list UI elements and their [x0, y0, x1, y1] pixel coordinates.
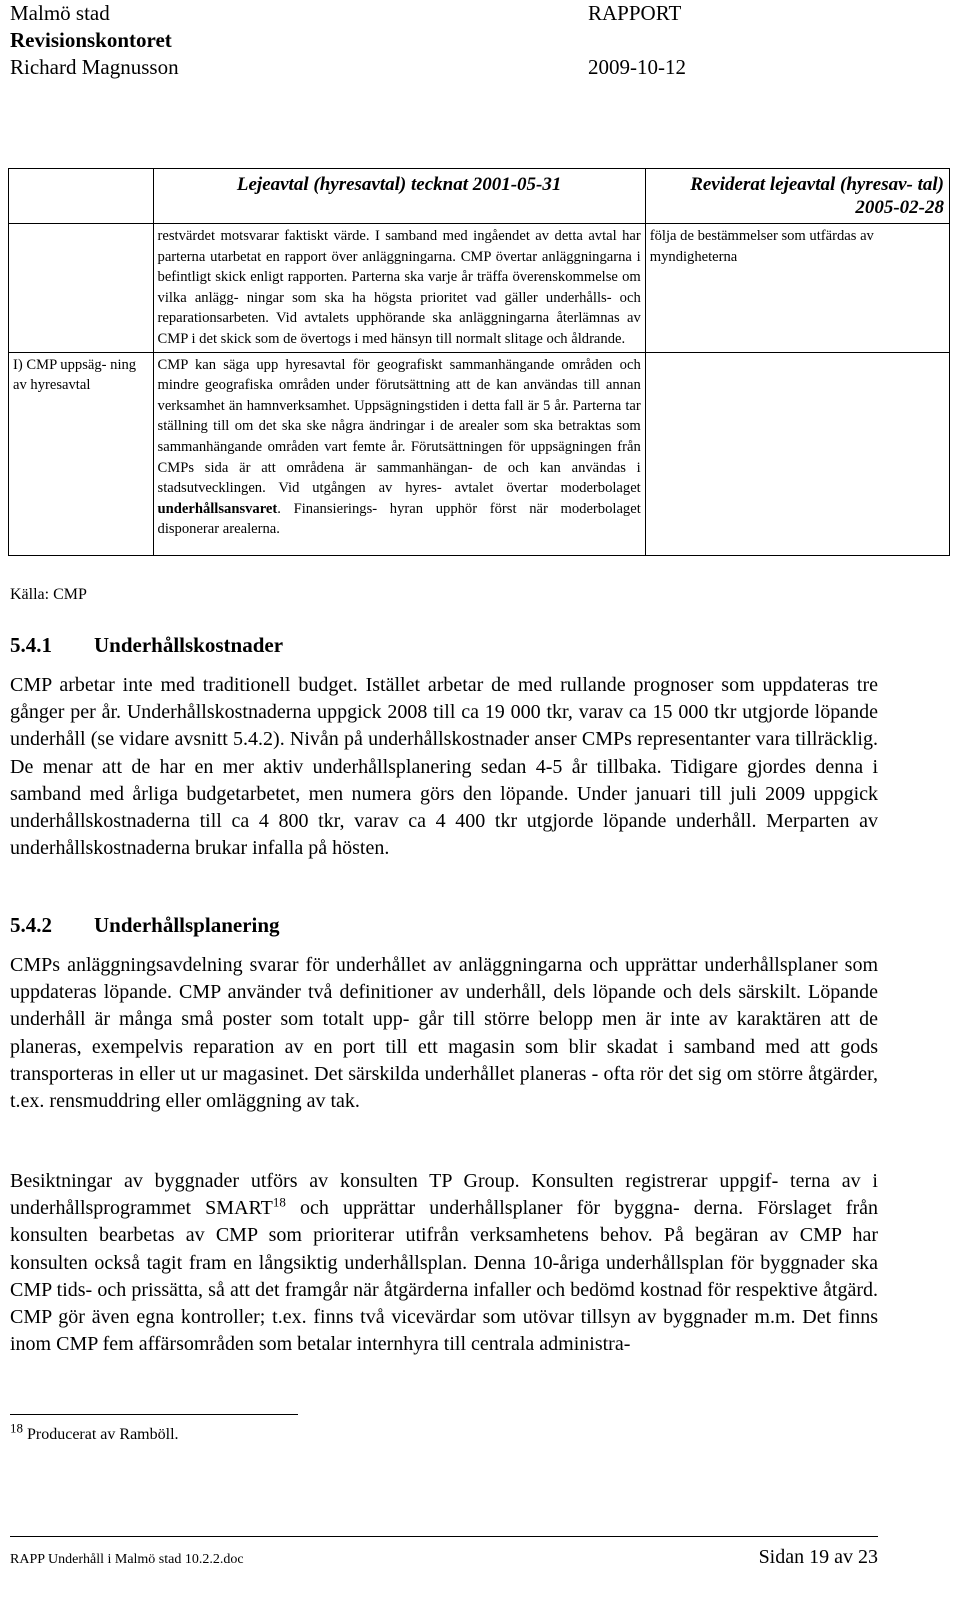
header-org: Malmö stad [10, 1, 110, 25]
lease-comparison-table [8, 168, 950, 556]
table-cell-termination-label: I) CMP uppsäg- ning av hyresavtal [9, 352, 154, 555]
table-cell-empty [9, 224, 154, 353]
section-title: Underhållskostnader [94, 633, 284, 657]
paragraph-building-inspections [10, 1168, 878, 1358]
table-header-revised-lease: Reviderat lejeavtal (hyresav- tal) 2005-02-28 [645, 169, 949, 224]
header-author: Richard Magnusson [10, 55, 179, 79]
section-number: 5.4.2 [10, 913, 52, 937]
paragraph-maintenance-planning: CMPs anläggningsavdelning svarar för underhållet av anläggningarna och upprättar underhållsplaner som uppdateras löpande. CMP använder två definitioner av underhåll, dels löpande och dels särskilt. Löpande underhåll är många små poster som totalt upp- går till större belopp men är inte av karaktären att de planeras, exempelvis reparation av en port till ett magasin som blir skadat i samband med att gods transporteras in eller ut ur magasinet. Det särskilda underhållet planeras - ofta rör det sig om större åtgärder, t.ex. rensmuddring eller omläggning av tak. [10, 954, 878, 1113]
header-date: 2009-10-12 [588, 55, 686, 79]
header-row-3 [10, 54, 700, 81]
header-row-2 [10, 27, 700, 54]
footnote-divider [10, 1414, 298, 1415]
table-row-termination [9, 352, 950, 555]
table-header-original-lease: Lejeavtal (hyresavtal) tecknat 2001-05-31 [153, 169, 645, 224]
termination-text-b: . Finansierings- hyran upphör först när moderbolaget disponerar arealerna. [157, 500, 641, 538]
table-row-continuation [9, 224, 950, 353]
page-header [10, 0, 700, 81]
table-cell-revised-terms: följa de bestämmelser som utfärdas av myndigheterna [645, 224, 949, 353]
footnote-number: 18 [10, 1420, 23, 1436]
footer-divider [10, 1536, 878, 1537]
section-number: 5.4.1 [10, 633, 52, 657]
section-title: Underhållsplanering [94, 913, 280, 937]
header-doc-type: RAPPORT [588, 1, 682, 25]
footer-page-number: Sidan 19 av 23 [758, 1546, 878, 1568]
footnote-text: Producerat av Ramböll. [23, 1426, 179, 1443]
footnote-reference: 18 [272, 1194, 286, 1210]
table-header-empty [9, 169, 154, 224]
table-header-row [9, 169, 950, 224]
header-row-1 [10, 0, 700, 27]
table-cell-original-terms: restvärdet motsvarar faktiskt värde. I samband med ingåendet av detta avtal har parterna utarbetat en rapport över anläggningarna. CMP övertar anläggningarna i befintligt skick enligt rapporten. Parterna ska varje år träffa överenskommelse om vilka anlägg- ningar som ska ha högsta prioritet vad gäller underhålls- och reparationsarbeten. Vid avtalets upphörande ska anläggningarna återlämnas av CMP i det skick som de övertogs i med hänsyn till normalt slitage och åldrande. [153, 224, 645, 353]
paragraph-maintenance-costs: CMP arbetar inte med traditionell budget. Istället arbetar de med rullande prognoser som uppdateras tre gånger per år. Underhållskostnaderna uppgick 2008 till ca 19 000 tkr, varav ca 15 000 tkr utgjorde löpande underhåll (se vidare avsnitt 5.4.2). Nivån på underhållskostnader anser CMPs representanter vara tillräcklig. De menar att de har en mer aktiv underhållsplanering sedan 4-5 år tillbaka. Tidigare gjordes denna i samband med årliga budgetarbetet, men numera görs den löpande. Under januari till juli 2009 uppgick underhållskostnaderna till ca 4 800 tkr, varav ca 4 400 tkr utgjorde löpande underhåll. Merparten av underhållskostnaderna brukar infalla på hösten. [10, 674, 878, 860]
page-footer [10, 1546, 878, 1569]
inspections-text-b: och upprättar underhållsplaner för byggna- derna. Förslaget från konsulten bearbetas av CMP som prioriterar utifrån verksamhetens behov. På begäran av CMP har konsulten också tagit fram en långsiktig underhållsplan. Denna 10-åriga underhållsplan för byggnader ska CMP tids- och prissätta, så att det framgår när åtgärderna infaller och bedömd kostnad för respektive åtgärd. CMP gör även egna kontroller; t.ex. finns två vicevärdar som utövar tillsyn av byggnader m.m. Det finns inom CMP fem affärsområden som betalar internhyra till centrala administra- [10, 1197, 878, 1356]
header-dept: Revisionskontoret [10, 28, 172, 52]
termination-text-bold: underhållsansvaret [157, 500, 278, 517]
table-cell-termination-terms [153, 352, 645, 555]
table-cell-termination-revised [645, 352, 949, 555]
table-source: Källa: CMP [10, 586, 87, 603]
inspections-text-a: Besiktningar av byggnader utförs av konsulten TP Group. Konsulten registrerar uppgif- terna av i underhållsprogrammet SMART [10, 1170, 878, 1220]
section-heading-5-4-2 [10, 912, 280, 938]
footnote [10, 1420, 179, 1444]
footer-filename: RAPP Underhåll i Malmö stad 10.2.2.doc [10, 1552, 244, 1567]
termination-text-a: CMP kan säga upp hyresavtal för geografiskt sammanhängande områden och mindre geografiska områden under förutsättning att de kan användas till annan verksamhet än hamnverksamhet. Uppsägningstiden i detta fall är 5 år. Parterna tar ställning till om det ska ske några ändringar i de arealer som ska betraktas som sammanhängande områden vart femte år. Förutsättningen för uppsägningen från CMPs sida är att områdena är sammanhängan- de och kan användas i stadsutvecklingen. Vid utgången av hyres- avtalet övertar moderbolaget [157, 356, 641, 497]
section-heading-5-4-1 [10, 632, 283, 658]
